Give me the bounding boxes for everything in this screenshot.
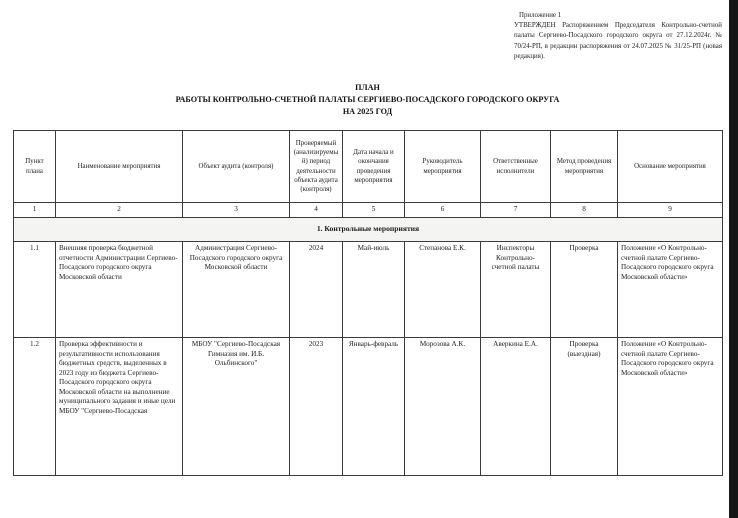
column-number-row — [14, 203, 723, 218]
cell-leader: Степанова Е.К. — [405, 242, 481, 338]
approval-note — [514, 11, 722, 62]
col-header-item-number: Пункт плана — [14, 131, 56, 203]
cell-executors: Аверкина Е.А. — [481, 338, 551, 476]
col-header-event-name: Наименование мероприятия — [56, 131, 183, 203]
cell-audit-object: МБОУ "Сергиево-Посадская Гимназия им. И.Б. Ольбинского" — [183, 338, 290, 476]
column-number: 4 — [290, 203, 343, 218]
section-row — [14, 218, 723, 242]
table-row — [14, 338, 723, 476]
table-header-row — [14, 131, 723, 203]
col-header-executors: Ответственные исполнители — [481, 131, 551, 203]
cell-event-name: Внешняя проверка бюджетной отчетности Администрации Сергиево-Посадского городского округа Московской области — [56, 242, 183, 338]
document-title-line1: ПЛАН — [355, 83, 380, 92]
cell-executors: Инспекторы Контрольно-счетной палаты — [481, 242, 551, 338]
cell-leader: Морозова А.К. — [405, 338, 481, 476]
cell-item-number: 1.2 — [14, 338, 56, 476]
column-number: 9 — [618, 203, 723, 218]
column-number: 3 — [183, 203, 290, 218]
column-number: 2 — [56, 203, 183, 218]
cell-method: Проверка (выездная) — [551, 338, 618, 476]
cell-audited-period: 2024 — [290, 242, 343, 338]
cell-dates: Январь-февраль — [343, 338, 405, 476]
col-header-audit-object: Объект аудита (контроля) — [183, 131, 290, 203]
column-number: 7 — [481, 203, 551, 218]
column-number: 5 — [343, 203, 405, 218]
section-title: 1. Контрольные мероприятия — [14, 218, 723, 242]
scan-edge — [729, 0, 738, 518]
cell-basis: Положение «О Контрольно-счетной палате Сергиево-Посадского городского округа Московской области» — [618, 242, 723, 338]
cell-method: Проверка — [551, 242, 618, 338]
document-title — [13, 82, 722, 118]
cell-item-number: 1.1 — [14, 242, 56, 338]
approval-note-body: УТВЕРЖДЕН Распоряжением Председателя Контрольно-счетной палаты Сергиево-Посадского городского округа от 27.12.2024г. № 70/24-РП, в редакции распоряжения от 24.07.2025 № 31/25-РП (новая редакция). — [514, 22, 722, 60]
cell-audit-object: Администрация Сергиево-Посадского городского округа Московской области — [183, 242, 290, 338]
cell-audited-period: 2023 — [290, 338, 343, 476]
table-row — [14, 242, 723, 338]
column-number: 6 — [405, 203, 481, 218]
document-title-line2: РАБОТЫ КОНТРОЛЬНО-СЧЕТНОЙ ПАЛАТЫ СЕРГИЕВО-ПОСАДСКОГО ГОРОДСКОГО ОКРУГА — [175, 94, 560, 104]
column-number: 1 — [14, 203, 56, 218]
col-header-method: Метод проведения мероприятия — [551, 131, 618, 203]
col-header-leader: Руководитель мероприятия — [405, 131, 481, 203]
col-header-dates: Дата начала и окончания проведения мероприятия — [343, 131, 405, 203]
document-title-line3: НА 2025 ГОД — [342, 106, 393, 116]
cell-event-name: Проверка эффективности и результативности использования бюджетных средств, выделенных в 2023 году из бюджета Сергиево-Посадского городского округа Московской области на выполнение муниципального задания и иные цели МБОУ "Сергиево-Посадская — [56, 338, 183, 476]
cell-basis: Положение «О Контрольно-счетной палате Сергиево-Посадского городского округа Московской области» — [618, 338, 723, 476]
plan-table — [13, 130, 723, 476]
approval-note-appendix: Приложение 1 — [519, 12, 562, 19]
col-header-basis: Основание мероприятия — [618, 131, 723, 203]
cell-dates: Май-июль — [343, 242, 405, 338]
col-header-audited-period: Проверяемый (анализируемый) период деятельности объекта аудита (контроля) — [290, 131, 343, 203]
column-number: 8 — [551, 203, 618, 218]
